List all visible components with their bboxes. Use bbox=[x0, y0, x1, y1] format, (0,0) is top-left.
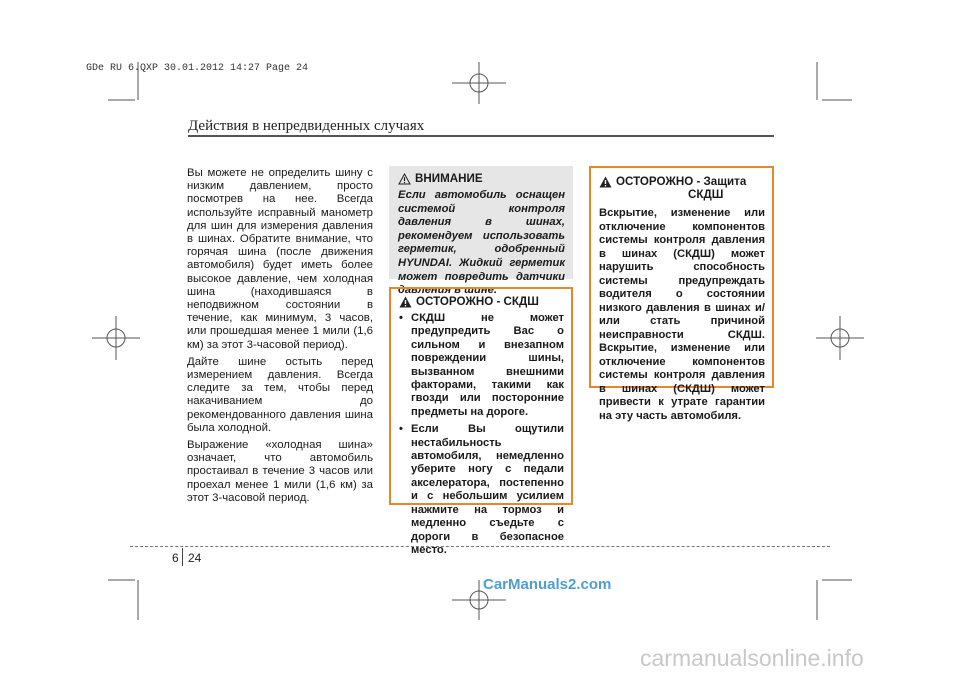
warning-title: ОСТОРОЖНО - СКДШ bbox=[416, 295, 539, 308]
section-number: 6 bbox=[172, 551, 179, 565]
protection-warning-box bbox=[589, 166, 774, 422]
page-number-separator bbox=[182, 548, 183, 566]
attention-title: ВНИМАНИЕ bbox=[415, 172, 483, 185]
attention-header bbox=[398, 172, 565, 185]
section-title: Действия в непредвиденных случаях bbox=[188, 118, 425, 134]
carmanuals-watermark[interactable]: CarManuals2.com bbox=[483, 576, 612, 593]
site-watermark[interactable]: carmanualsonline.info bbox=[640, 645, 864, 671]
body-text-column bbox=[187, 167, 373, 509]
warning-outline-icon bbox=[398, 173, 411, 185]
body-paragraph: Выражение «холодная шина» означает, что автомобиль простаивал в течение 3 часов или проехал менее 1 мили (1,6 км) за этот 3-часовой период. bbox=[187, 439, 373, 504]
body-paragraph: Вы можете не определить шину с низким давлением, просто посмотрев на нее. Всегда используйте исправный манометр для шин для измерения давления в шинах. Обратите внимание, что горячая шина (после движения автомобиля) будет иметь более высокое давление, чем холодная шина (находившаяся в неподвижном состоянии в течение, как минимум, 3 часов, или прошедшая менее 1 мили (1,6 км) за этот 3-часовой период). bbox=[187, 167, 373, 351]
warning-list bbox=[399, 312, 564, 557]
protection-header bbox=[599, 175, 765, 201]
title-rule bbox=[188, 135, 774, 137]
list-item: • СКДШ не может предупредить Вас о сильном и внезапном повреждении шины, вызванном внешними факторами, такими как гвозди или посторонние предметы на дороге. bbox=[399, 312, 564, 419]
protection-text: Вскрытие, изменение или отключение компонентов системы контроля давления в шинах (СКДШ) может нарушить способность системы предупреждать водителя о состоянии низкого давления в шинах и/или стать причиной неисправности СКДШ. Вскрытие, изменение или отключение компонентов системы контроля давления в шинах (СКДШ) может привести к утрате гарантии на эту часть автомобиля. bbox=[599, 207, 765, 422]
body-paragraph: Дайте шине остыть перед измерением давления. Всегда следите за тем, чтобы перед накачиванием до рекомендованного давления шина была холодной. bbox=[187, 355, 373, 434]
print-header: GDe RU 6.QXP 30.01.2012 14:27 Page 24 bbox=[86, 63, 309, 74]
warning-icon bbox=[599, 176, 612, 188]
warning-box bbox=[389, 287, 573, 556]
list-item: • Если Вы ощутили нестабильность автомобиля, немедленно уберите ногу с педали акселератора, постепенно и с небольшим усилием нажмите на тормоз и медленно съедьте с дороги в безопасное место. bbox=[399, 423, 564, 557]
protection-title-line2: СКДШ bbox=[688, 188, 724, 201]
attention-text: Если автомобиль оснащен системой контроля давления в шинах, рекомендуем использовать герметик, одобренный HYUNDAI. Жидкий герметик может повредить датчики давления в шине. bbox=[398, 189, 565, 297]
protection-title: ОСТОРОЖНО - Защита bbox=[616, 175, 747, 188]
footer-divider bbox=[130, 546, 830, 547]
attention-box bbox=[389, 166, 573, 297]
warning-header bbox=[399, 295, 564, 308]
warning-icon bbox=[399, 296, 412, 308]
page-number: 24 bbox=[188, 551, 202, 565]
